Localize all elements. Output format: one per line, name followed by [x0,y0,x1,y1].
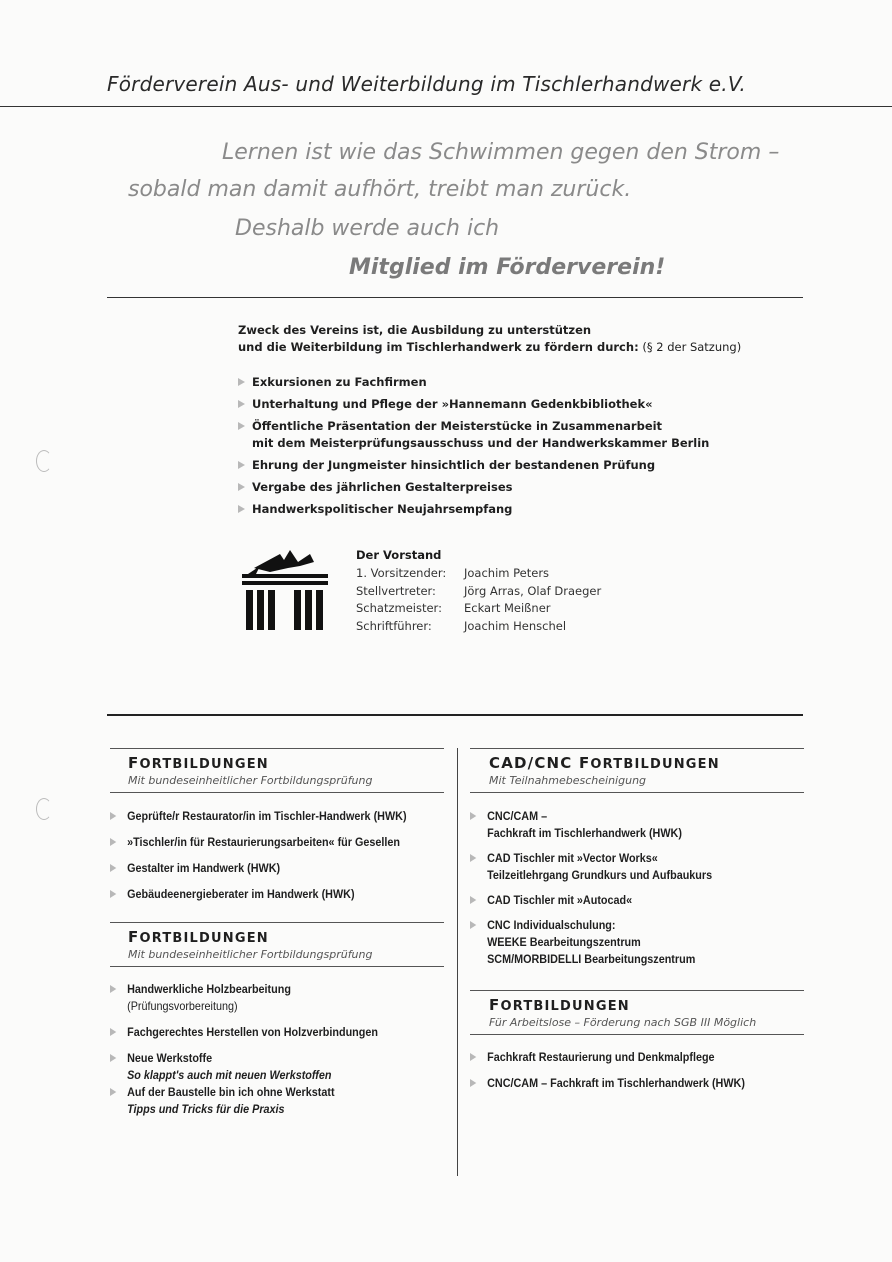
purpose-item: Handwerkspolitischer Neujahrsempfang [238,501,709,518]
course-item: CAD Tischler mit »Autocad« [470,892,712,909]
section-bottom-rule [110,792,444,793]
course-item: »Tischler/in für Restaurierungsarbeiten« für Gesellen [110,834,407,851]
bullet-triangle-icon [110,864,116,872]
section-subtitle: Mit bundeseinheitlicher Fortbildungsprüfung [128,948,373,961]
purpose-item: Öffentliche Präsentation der Meisterstücke in Zusammenarbeit mit dem Meisterprüfungsausschuss und der Handwerkskammer Berlin [238,418,709,452]
quote-highlight: Mitglied im Förderverein! [349,255,666,280]
header-rule [0,106,892,107]
bullet-triangle-icon [110,890,116,898]
section-subtitle: Für Arbeitslose – Förderung nach SGB III Möglich [489,1016,757,1029]
bullet-triangle-icon [238,422,245,430]
purpose-line-1: Zweck des Vereins ist, die Ausbildung zu unterstützen [238,323,592,337]
association-logo-icon [240,544,330,632]
course-item: Auf der Baustelle bin ich ohne Werkstatt Tipps und Tricks für die Praxis [110,1084,378,1118]
course-item: CAD Tischler mit »Vector Works« Teilzeitlehrgang Grundkurs und Aufbaukurs [470,850,712,884]
course-list [110,981,408,1118]
section-title: CAD/CNC FORTBILDUNGEN [489,754,720,772]
board-row: 1. Vorsitzender: Joachim Peters [356,566,550,580]
quote-rule [107,297,803,298]
bullet-triangle-icon [110,1054,116,1062]
section-title: FORTBILDUNGEN [128,754,269,772]
quote-line-1: Lernen ist wie das Schwimmen gegen den Strom – [222,140,780,165]
bullet-triangle-icon [238,400,245,408]
purpose-line-2: und die Weiterbildung im Tischlerhandwerk zu fördern durch: [238,340,639,354]
section-rule [107,714,803,716]
bullet-triangle-icon [470,1053,476,1061]
board-row: Schatzmeister: Eckart Meißner [356,601,551,615]
course-item: Gestalter im Handwerk (HWK) [110,860,407,877]
bullet-triangle-icon [110,1028,116,1036]
course-item: Gebäudeenergieberater im Handwerk (HWK) [110,886,407,903]
purpose-intro [238,322,741,356]
course-item: CNC Individualschulung: WEEKE Bearbeitungszentrum SCM/MORBIDELLI Bearbeitungszentrum [470,917,712,968]
board-list [356,565,601,635]
bullet-triangle-icon [238,483,245,491]
bullet-triangle-icon [470,896,476,904]
bullet-triangle-icon [470,921,476,929]
quote-line-2: sobald man damit aufhört, treibt man zurück. [128,177,632,202]
purpose-item: Exkursionen zu Fachfirmen [238,374,709,391]
punch-hole [36,798,52,820]
board-row: Stellvertreter: Jörg Arras, Olaf Draeger [356,583,602,598]
course-item: CNC/CAM – Fachkraft im Tischlerhandwerk (HWK) [470,808,712,842]
course-item: Geprüfte/r Restaurator/in im Tischler-Handwerk (HWK) [110,808,407,825]
quote-line-3: Deshalb werde auch ich [235,216,500,241]
section-bottom-rule [470,1034,804,1035]
section-title: FORTBILDUNGEN [489,996,630,1014]
course-item: Fachkraft Restaurierung und Denkmalpflege [470,1049,745,1066]
course-list [470,1049,776,1092]
bullet-triangle-icon [110,838,116,846]
purpose-list [238,374,709,523]
course-item: Handwerkliche Holzbearbeitung (Prüfungsvorbereitung) [110,981,378,1015]
bullet-triangle-icon [110,1088,116,1096]
section-bottom-rule [470,792,804,793]
course-item: CNC/CAM – Fachkraft im Tischlerhandwerk (HWK) [470,1075,745,1092]
course-list [470,808,739,968]
purpose-item: Vergabe des jährlichen Gestalterpreises [238,479,709,496]
bullet-triangle-icon [238,378,245,386]
section-top-rule [470,748,804,749]
header-title: Förderverein Aus- und Weiterbildung im Tischlerhandwerk e.V. [107,72,746,96]
course-item: Neue Werkstoffe So klappt's auch mit neuen Werkstoffen [110,1050,378,1084]
purpose-item: Ehrung der Jungmeister hinsichtlich der bestandenen Prüfung [238,457,709,474]
bullet-triangle-icon [470,854,476,862]
section-bottom-rule [110,966,444,967]
bullet-triangle-icon [110,812,116,820]
section-top-rule [470,990,804,991]
section-title: FORTBILDUNGEN [128,928,269,946]
bullet-triangle-icon [238,461,245,469]
section-subtitle: Mit Teilnahmebescheinigung [489,774,647,787]
board-title: Der Vorstand [356,548,442,562]
purpose-item: Unterhaltung und Pflege der »Hannemann Gedenkbibliothek« [238,396,709,413]
bullet-triangle-icon [470,812,476,820]
section-top-rule [110,922,444,923]
bullet-triangle-icon [110,985,116,993]
section-subtitle: Mit bundeseinheitlicher Fortbildungsprüfung [128,774,373,787]
course-item: Fachgerechtes Herstellen von Holzverbindungen [110,1024,378,1041]
bullet-triangle-icon [470,1079,476,1087]
purpose-reference: (§ 2 der Satzung) [638,340,742,354]
section-top-rule [110,748,444,749]
board-row: Schriftführer: Joachim Henschel [356,618,567,633]
column-divider [457,748,458,1176]
bullet-triangle-icon [238,505,245,513]
punch-hole [36,450,52,472]
course-list [110,808,440,903]
